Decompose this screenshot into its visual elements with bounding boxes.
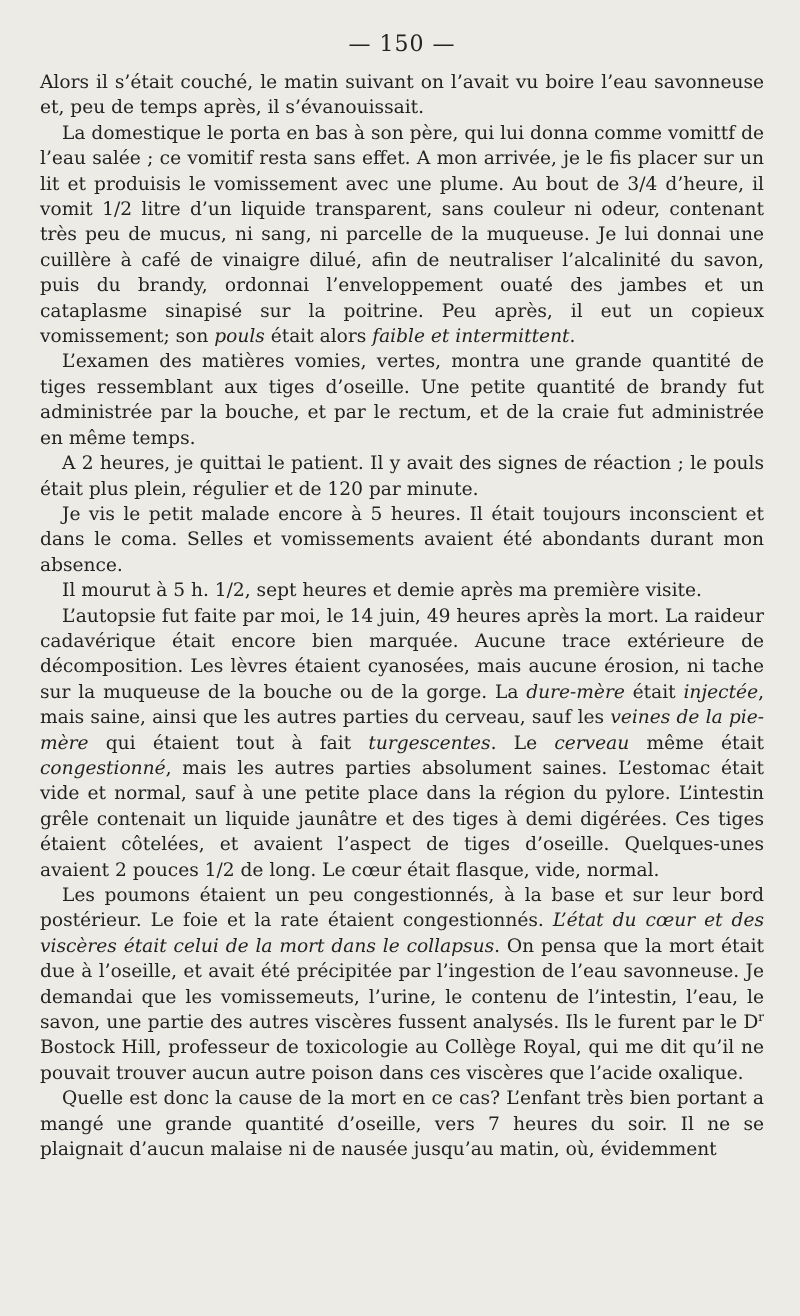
- text-run: était: [624, 681, 684, 703]
- paragraph: [40, 349, 764, 451]
- text-run: L’examen des matières vomies, vertes, montra une grande quantité de tiges ressemblant aux tiges d’oseille. Une petite quantité de brandy fut administrée par la bouche, et par le rectum, et de la craie fut administrée en même temps.: [40, 351, 764, 449]
- text-run: , mais saine, ainsi que les autres parties du cerveau, sauf les: [40, 681, 764, 729]
- italic-text: L’état du cœur et des viscères était celui de la mort dans le collapsus: [40, 910, 764, 957]
- text-run: . Le: [490, 732, 555, 754]
- paragraph: [40, 578, 764, 603]
- text-run: Les poumons étaient un peu congestionnés, à la base et sur leur bord postérieur. Le foie et la rate étaient congestionnés.: [40, 885, 764, 932]
- paragraph: [40, 451, 764, 502]
- text-run: Il mourut à 5 h. 1/2, sept heures et demie après ma première visite.: [62, 580, 702, 602]
- text-run: Alors il s’était couché, le matin suivant on l’avait vu boire l’eau savonneuse et, peu de temps après, il s’évanouissait.: [40, 72, 764, 119]
- text-run: L’autopsie fut faite par moi, le 14 juin, 49 heures après la mort. La raideur cadavérique était encore bien marquée. Aucune trace extérieure de décomposition. Les lèvres étaient cyanosées, mais aucune érosion, ni tache sur la muqueuse de la bouche ou de la gorge. La: [40, 605, 764, 703]
- italic-text: congestionné: [40, 757, 166, 779]
- paragraph: [40, 1086, 764, 1162]
- text-run: était alors: [264, 326, 373, 348]
- text-run: .: [569, 326, 576, 348]
- text-run: , mais les autres parties absolument saines. L’estomac était vide et normal, sauf à une petite place dans la région du pylore. L’intestin grêle contenait un liquide jaunâtre et des tiges à demi digérées. Ces tiges étaient côtelées, et avaient l’aspect de tiges d’oseille. Quelques-unes avaient 2 pouces 1/2 de long. Le cœur était flasque, vide, normal.: [40, 757, 764, 881]
- italic-text: pouls: [214, 326, 265, 348]
- paragraph: [40, 502, 764, 578]
- paragraph: [40, 121, 764, 350]
- paragraph: [40, 70, 764, 121]
- italic-text: turgescentes: [368, 732, 491, 754]
- text-run: même était: [629, 732, 764, 754]
- text-run: . On pensa que la mort était due à l’oseille, et avait été précipitée par l’ingestion de l’eau savonneuse. Je demandai que les vomissemeuts, l’urine, le contenu de l’intestin, l’eau, le savon, une partie des autres viscères fussent analysés. Ils le furent par le D: [40, 935, 764, 1034]
- paragraph: [40, 883, 764, 1086]
- italic-text: faible et intermittent: [372, 326, 570, 348]
- text-run: Bostock Hill, professeur de toxicologie au Collège Royal, qui me dit qu’il ne pouvait trouver aucun autre poison dans ces viscères que l’acide oxalique.: [40, 1037, 764, 1084]
- text-run: Je vis le petit malade encore à 5 heures. Il était toujours inconscient et dans le coma. Selles et vomissements avaient été abondants durant mon absence.: [40, 503, 764, 576]
- italic-text: dure-mère: [526, 681, 625, 703]
- text-run: La domestique le porta en bas à son père, qui lui donna comme vomittf de l’eau salée ; ce vomitif resta sans effet. A mon arrivée, je le fis placer sur un lit et produisis le vomissement avec une plume. Au bout de 3/4 d’heure, il vomit 1/2 litre d’un liquide transparent, sans couleur ni odeur, contenant très peu de mucus, ni sang, ni parcelle de la muqueuse. Je lui donnai une cuillère à café de vinaigre dilué, afin de neutraliser l’alcalinité du savon, puis du brandy, ordonnai l’enveloppement ouaté des jambes et un cataplasme sinapisé sur la poitrine. Peu après, il eut un copieux vomissement; son: [40, 122, 764, 348]
- italic-text: veines de la pie-mère: [40, 707, 764, 754]
- text-run: A 2 heures, je quittai le patient. Il y avait des signes de réaction ; le pouls était plus plein, régulier et de 120 par minute.: [40, 453, 764, 500]
- paragraph: [40, 604, 764, 883]
- superscript-text: r: [758, 1009, 764, 1024]
- italic-text: cerveau: [554, 732, 630, 754]
- text-run: qui étaient tout à fait: [88, 732, 369, 754]
- body-text: [40, 70, 764, 1162]
- text-run: Quelle est donc la cause de la mort en ce cas? L’enfant très bien portant a mangé une grande quantité d’oseille, vers 7 heures du soir. Il ne se plaignait d’aucun malaise ni de nausée jusqu’au matin, où, évidemment: [40, 1088, 764, 1161]
- italic-text: injectée: [683, 681, 759, 703]
- page-number: — 150 —: [348, 32, 456, 57]
